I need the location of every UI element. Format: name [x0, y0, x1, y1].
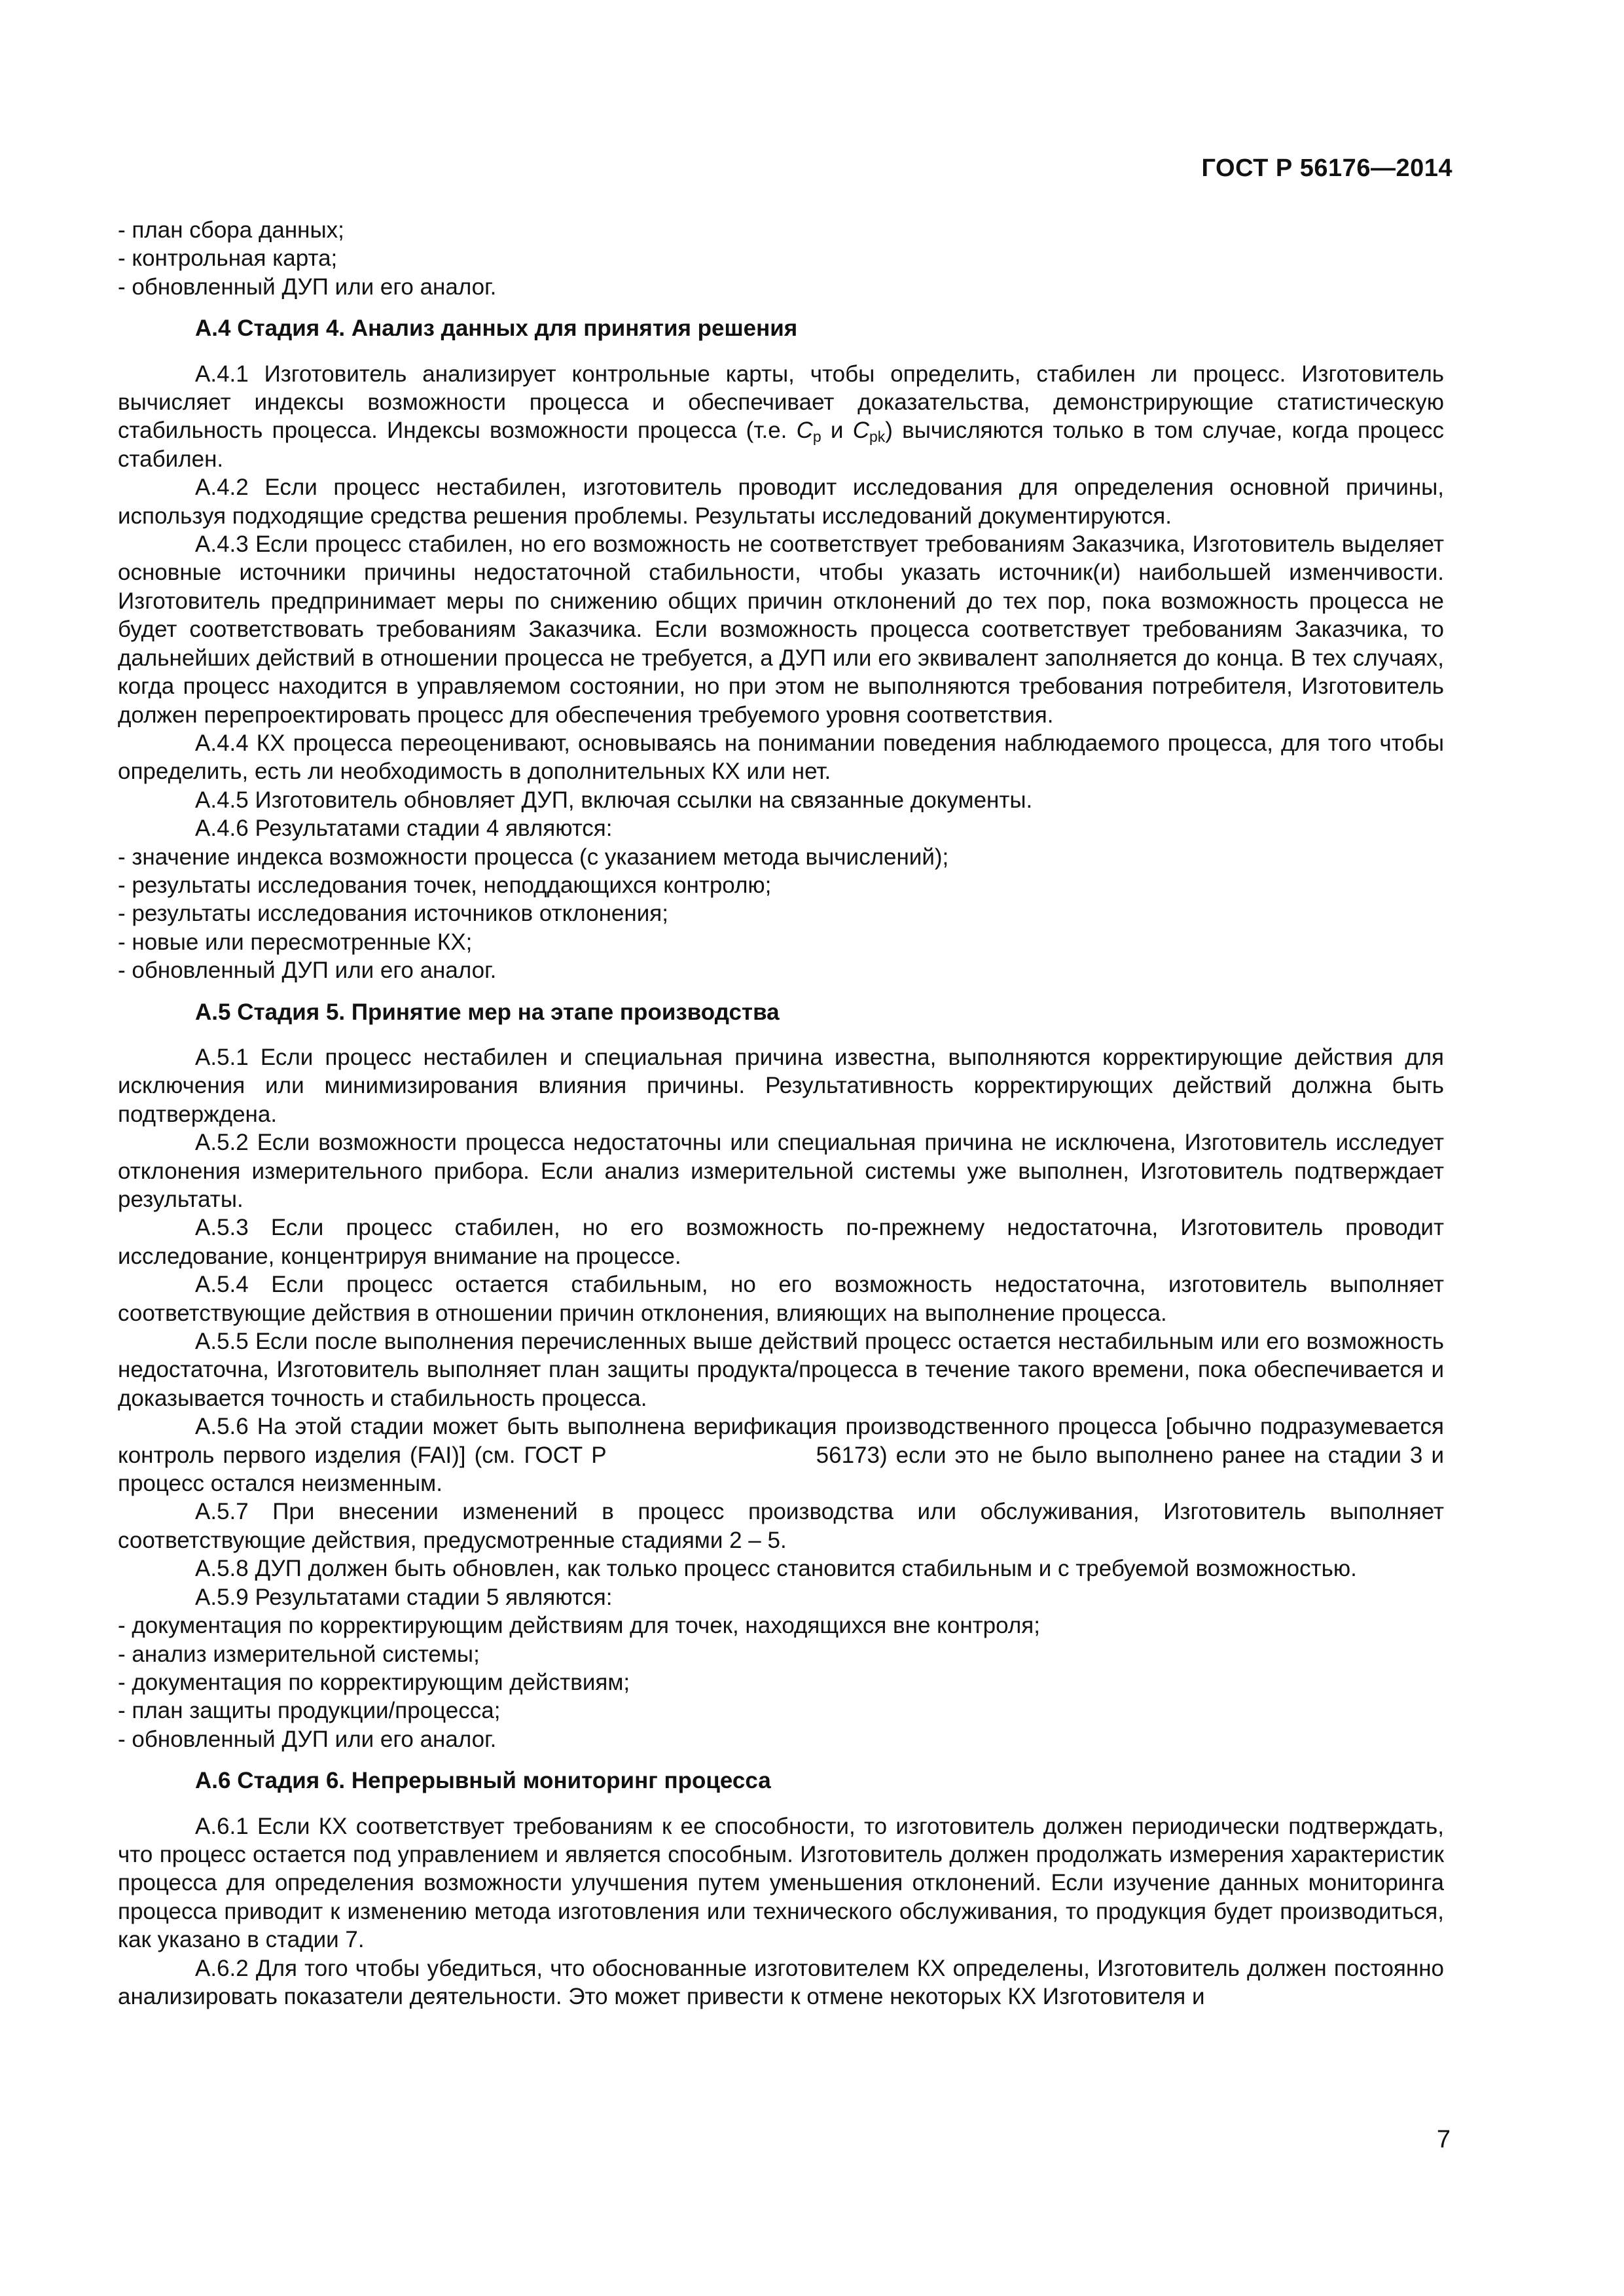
- list-item: - план защиты продукции/процесса;: [118, 1698, 501, 1724]
- list-item: - анализ измерительной системы;: [118, 1641, 480, 1667]
- list-item: - контрольная карта;: [118, 245, 338, 272]
- document-header: ГОСТ Р 56176—2014: [1201, 154, 1453, 182]
- paragraph-a5-7: А.5.7 При внесении изменений в процесс производства или обслуживания, Изготовитель выполняет соответствующие действия, предусмотренные стадиями 2 – 5.: [118, 1499, 1444, 1553]
- list-item: - значение индекса возможности процесса (с указанием метода вычислений);: [118, 844, 949, 870]
- paragraph-a5-8: А.5.8 ДУП должен быть обновлен, как только процесс становится стабильным и с требуемой возможностью.: [195, 1556, 1357, 1582]
- paragraph-a6-1: А.6.1 Если КХ соответствует требованиям к ее способности, то изготовитель должен периодически подтверждать, что процесс остается под управлением и является способным. Изготовитель должен продолжать измерения характеристик процесса для определения возможности улучшения путем уменьшения отклонений. Если изучение данных мониторинга процесса приводит к изменению метода изготовления или технического обслуживания, то продукция будет производиться, как указано в стадии 7.: [118, 1813, 1444, 1953]
- list-item: - план сбора данных;: [118, 217, 344, 243]
- document-body: [118, 216, 1444, 2011]
- section-heading-a4: А.4 Стадия 4. Анализ данных для принятия решения: [195, 315, 798, 342]
- paragraph-a5-9: А.5.9 Результатами стадии 5 являются:: [195, 1584, 613, 1610]
- page-number: 7: [1436, 2126, 1451, 2153]
- cp-symbol: C: [796, 418, 813, 444]
- list-item: - документация по корректирующим действиям;: [118, 1669, 630, 1695]
- paragraph-a4-4: А.4.4 КХ процесса переоценивают, основываясь на понимании поведения наблюдаемого процесса, для того чтобы определить, есть ли необходимость в дополнительных КХ или нет.: [118, 730, 1444, 785]
- section-heading-a5: А.5 Стадия 5. Принятие мер на этапе производства: [195, 999, 780, 1025]
- paragraph-a4-2: А.4.2 Если процесс нестабилен, изготовитель проводит исследования для определения основной причины, используя подходящие средства решения проблемы. Результаты исследований документируются.: [118, 475, 1444, 529]
- paragraph-a5-5: А.5.5 Если после выполнения перечисленных выше действий процесс остается нестабильным или его возможность недостаточна, Изготовитель выполняет план защиты продукта/процесса в течение такого времени, пока обеспечивается и доказывается точность и стабильность процесса.: [118, 1329, 1444, 1411]
- list-item: - результаты исследования точек, неподдающихся контролю;: [118, 872, 772, 898]
- list-item: - обновленный ДУП или его аналог.: [118, 958, 497, 984]
- section-heading-a6: А.6 Стадия 6. Непрерывный мониторинг процесса: [195, 1768, 771, 1794]
- list-item: - результаты исследования источников отклонения;: [118, 901, 668, 927]
- paragraph-a5-6: А.5.6 На этой стадии может быть выполнена верификация производственного процесса [обычно подразумевается контроль первого изделия (FAI)] (см. ГОСТ Р 56173) если это не было выполнено ранее на стадии 3 и процесс остался неизменным.: [118, 1414, 1444, 1497]
- list-item: - новые или пересмотренные КХ;: [118, 929, 473, 955]
- list-item: - документация по корректирующим действиям для точек, находящихся вне контроля;: [118, 1613, 1040, 1639]
- paragraph-a6-2: А.6.2 Для того чтобы убедиться, что обоснованные изготовителем КХ определены, Изготовитель должен постоянно анализировать показатели деятельности. Это может привести к отмене некоторых КХ Изготовителя и: [118, 1955, 1444, 2009]
- cpk-symbol: C: [852, 418, 869, 444]
- list-item: - обновленный ДУП или его аналог.: [118, 274, 497, 300]
- paragraph-a5-2: А.5.2 Если возможности процесса недостаточны или специальная причина не исключена, Изготовитель исследует отклонения измерительного прибора. Если анализ измерительной системы уже выполнен, Изготовитель подтверждает результаты.: [118, 1130, 1444, 1212]
- paragraph-a5-4: А.5.4 Если процесс остается стабильным, но его возможность недостаточна, изготовитель выполняет соответствующие действия в отношении причин отклонения, влияющих на выполнение процесса.: [118, 1272, 1444, 1326]
- paragraph-a4-1: А.4.1 Изготовитель анализирует контрольные карты, чтобы определить, стабилен ли процесс. Изготовитель вычисляет индексы возможности процесса и обеспечивает доказательства, демонстрирующие статистическую стабильность процесса. Индексы возможности процесса (т.е. $C_p$ и $C_{pk}$) вычисляются только в том случае, когда процесс стабилен.: [118, 361, 1444, 472]
- paragraph-a5-3: А.5.3 Если процесс стабилен, но его возможность по-прежнему недостаточна, Изготовитель проводит исследование, концентрируя внимание на процессе.: [118, 1215, 1444, 1269]
- paragraph-a5-1: А.5.1 Если процесс нестабилен и специальная причина известна, выполняются корректирующие действия для исключения или минимизирования влияния причины. Результативность корректирующих действий должна быть подтверждена.: [118, 1044, 1444, 1127]
- paragraph-a4-5: А.4.5 Изготовитель обновляет ДУП, включая ссылки на связанные документы.: [195, 787, 1033, 813]
- paragraph-a4-3: А.4.3 Если процесс стабилен, но его возможность не соответствует требованиям Заказчика, Изготовитель выделяет основные источники причины недостаточной стабильности, чтобы указать источник(и) наибольшей изменчивости. Изготовитель предпринимает меры по снижению общих причин отклонений до тех пор, пока возможность процесса не будет соответствовать требованиям Заказчика. Если возможность процесса соответствует требованиям Заказчика, то дальнейших действий в отношении процесса не требуется, а ДУП или его эквивалент заполняется до конца. В тех случаях, когда процесс находится в управляемом состоянии, но при этом не выполняются требования потребителя, Изготовитель должен перепроектировать процесс для обеспечения требуемого уровня соответствия.: [118, 531, 1444, 728]
- list-item: - обновленный ДУП или его аналог.: [118, 1726, 497, 1752]
- paragraph-a4-6: А.4.6 Результатами стадии 4 являются:: [195, 816, 613, 842]
